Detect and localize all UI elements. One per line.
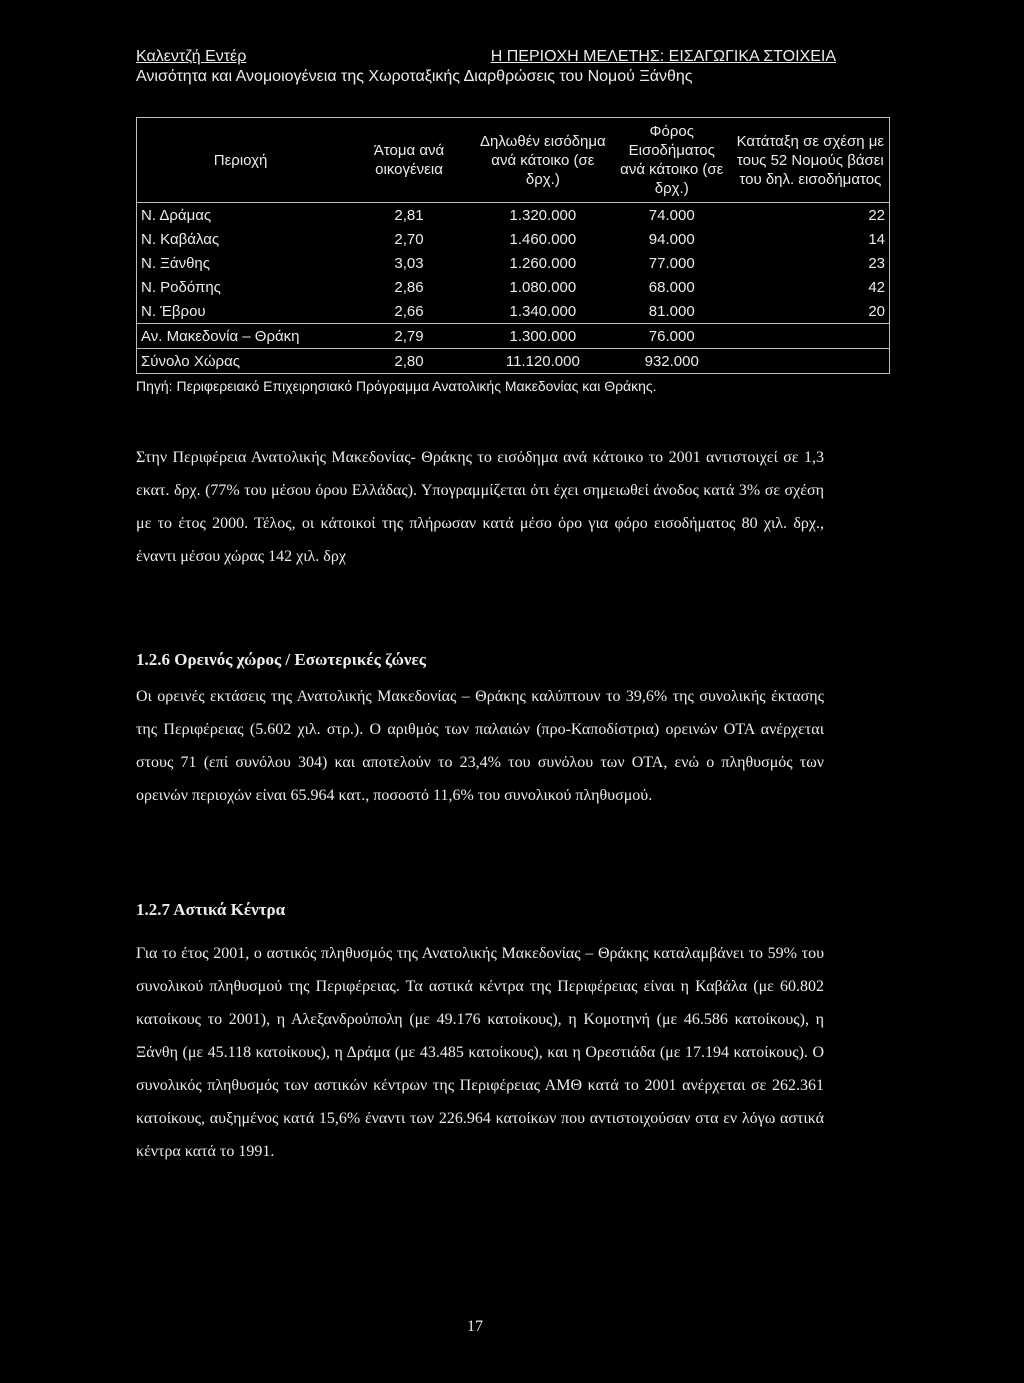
column-header: Κατάταξη σε σχέση με τους 52 Νομούς βάσει του δηλ. εισοδήματος [732,118,890,203]
table-cell-region: Ν. Δράμας [137,203,345,228]
table-cell: 1.460.000 [509,230,577,248]
table-cell: 11.120.000 [474,349,612,374]
table-cell-region: Ν. Ξάνθης [137,251,345,275]
table-cell-rank: 42 [732,275,890,299]
table-cell-region: Σύνολο Χώρας [137,349,345,374]
table-row [137,299,890,324]
table-cell-region: Ν. Καβάλας [137,227,345,251]
page-number: 17 [467,1318,483,1335]
page-header [136,48,836,86]
income-table [136,117,890,374]
table-cell: 94.000 [648,230,695,248]
table-cell-rank: 23 [732,251,890,275]
table-cell: 81.000 [612,299,732,324]
table-cell: 74.000 [648,206,695,224]
table-row [137,203,890,228]
table-header-row [137,118,890,203]
table-cell: 1.300.000 [474,324,612,349]
table-cell: 68.000 [648,278,695,296]
table-cell: 2,80 [344,349,474,374]
table-cell: 76.000 [612,324,732,349]
header-row [136,48,836,66]
table-cell: 2,86 [394,278,424,296]
column-header: Φόρος Εισοδήματος ανά κάτοικο (σε δρχ.) [612,118,732,203]
table-cell: 2,66 [344,299,474,324]
paragraph-mountain: Οι ορεινές εκτάσεις της Ανατολικής Μακεδονίας – Θράκης καλύπτουν το 39,6% της συνολικής έκτασης της Περιφέρειας (5.602 χιλ. στρ.). Ο αριθμός των παλαιών (προ-Καποδίστρια) ορεινών ΟΤΑ ανέρχεται στους 71 (επί συνόλου 304) και αποτελούν το 23,4% του συνόλου των ΟΤΑ, ενώ ο πληθυσμός των ορεινών περιοχών είναι 65.964 κατ., ποσοστό 11,6% του συνολικού πληθυσμού. [136,688,824,804]
table-cell-rank: 22 [732,203,890,228]
header-chapter: Η ΠΕΡΙΟΧΗ ΜΕΛΕΤΗΣ: ΕΙΣΑΓΩΓΙΚΑ ΣΤΟΙΧΕΙΑ [490,48,836,65]
header-author: Καλεντζή Εντέρ [136,48,247,65]
table-row-country-total [137,349,890,374]
section-title-mountain: 1.2.6 Ορεινός χώρος / Εσωτερικές ζώνες [136,650,426,669]
column-header: Δηλωθέν εισόδημα ανά κάτοικο (σε δρχ.) [474,118,612,203]
table-cell: 77.000 [648,254,695,272]
column-header: Περιοχή [137,118,345,203]
income-table-wrap [136,117,890,394]
table-cell-region: Ν. Έβρου [137,299,345,324]
header-subtitle: Ανισότητα και Ανομοιογένεια της Χωροταξικής Διαρθρώσεις του Νομού Ξάνθης [136,68,693,85]
table-cell-region: Αν. Μακεδονία – Θράκη [137,324,345,349]
table-cell: 1.080.000 [509,278,577,296]
table-cell: 2,81 [394,206,424,224]
paragraph-income: Στην Περιφέρεια Ανατολικής Μακεδονίας- Θράκης το εισόδημα ανά κάτοικο το 2001 αντιστοιχεί σε 1,3 εκατ. δρχ. (77% του μέσου όρου Ελλάδας). Υπογραμμίζεται ότι έχει σημειωθεί άνοδος κατά 3% σε σχέση με το έτος 2000. Τέλος, οι κάτοικοί της πλήρωσαν κατά μέσο όρο για φόρο εισοδήματος 80 χιλ. δρχ., έναντι μέσου χώρας 142 χιλ. δρχ [136,449,824,565]
table-cell-region: Ν. Ροδόπης [137,275,345,299]
section-title-urban: 1.2.7 Αστικά Κέντρα [136,900,286,919]
table-cell-rank: 14 [732,227,890,251]
table-cell: 1.340.000 [474,299,612,324]
table-row [137,227,890,251]
table-cell: 932.000 [612,349,732,374]
table-cell-rank [732,324,890,349]
table-cell: 2,70 [394,230,424,248]
table-cell-rank [732,349,890,374]
table-cell: 1.260.000 [509,254,577,272]
table-row [137,275,890,299]
table-cell: 3,03 [394,254,424,272]
table-cell-rank: 20 [732,299,890,324]
column-header: Άτομα ανά οικογένεια [344,118,474,203]
table-row [137,251,890,275]
table-cell: 1.320.000 [509,206,577,224]
paragraph-urban: Για το έτος 2001, ο αστικός πληθυσμός της Ανατολικής Μακεδονίας – Θράκης καταλαμβάνει το 59% του συνολικού πληθυσμού της Περιφέρειας. Τα αστικά κέντρα της Περιφέρειας είναι η Καβάλα (με 60.802 κατοίκους το 2001), η Αλεξανδρούπολη (με 49.176 κατοίκους), η Κομοτηνή (με 46.586 κατοίκους), η Ξάνθη (με 45.118 κατοίκους), η Δράμα (με 43.485 κατοίκους), και η Ορεστιάδα (με 17.194 κατοίκους). Ο συνολικός πληθυσμός των αστικών κέντρων της Περιφέρειας ΑΜΘ κατά το 2001 ανέρχεται σε 262.361 κατοίκους, αυξημένος κατά 15,6% έναντι των 226.964 κατοίκων που αντιστοιχούσαν στα εν λόγω αστικά κέντρα κατά το 1991. [136,945,824,1160]
table-source: Πηγή: Περιφερειακό Επιχειρησιακό Πρόγραμμα Ανατολικής Μακεδονίας και Θράκης. [136,378,657,394]
table-cell: 2,79 [344,324,474,349]
table-row-region-total [137,324,890,349]
